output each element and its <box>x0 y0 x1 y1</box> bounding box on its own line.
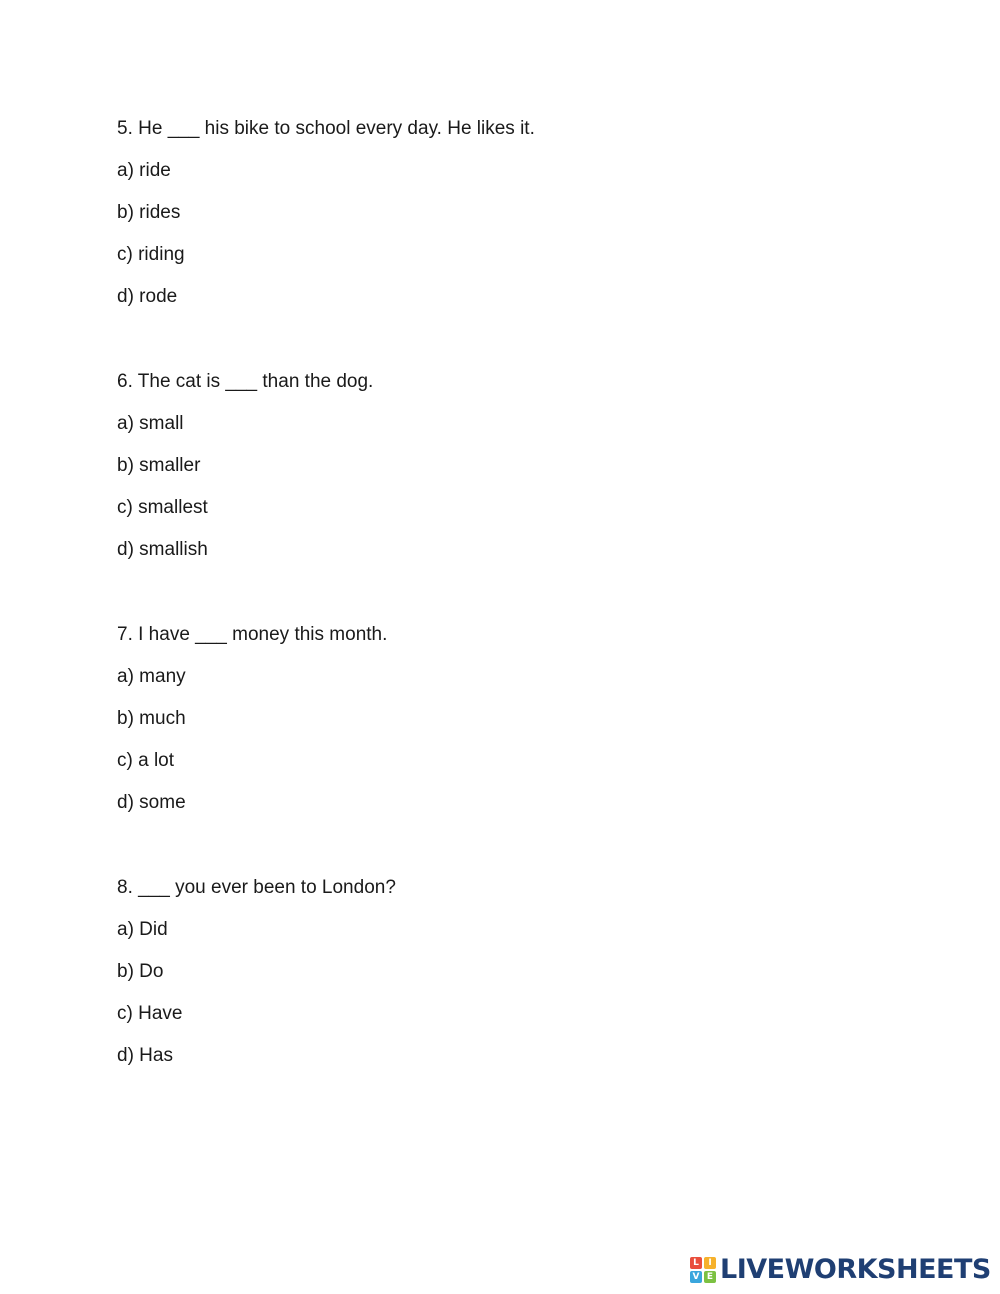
option-c[interactable]: c) smallest <box>117 497 208 518</box>
option-c[interactable]: c) Have <box>117 1003 183 1024</box>
question-prompt: 7. I have ___ money this month. <box>117 624 388 645</box>
logo-text: LIVEWORKSHEETS <box>720 1254 991 1285</box>
option-b[interactable]: b) rides <box>117 202 181 223</box>
question-prompt: 5. He ___ his bike to school every day. He likes it. <box>117 118 535 139</box>
option-a[interactable]: a) small <box>117 413 184 434</box>
option-b[interactable]: b) smaller <box>117 455 201 476</box>
logo-mark-cell: L <box>690 1257 702 1269</box>
logo-mark-icon <box>690 1257 716 1283</box>
option-c[interactable]: c) a lot <box>117 750 175 771</box>
option-a[interactable]: a) many <box>117 666 186 687</box>
question-6 <box>117 370 917 623</box>
option-b[interactable]: b) much <box>117 708 186 729</box>
option-a[interactable]: a) ride <box>117 160 171 181</box>
option-d[interactable]: d) rode <box>117 286 178 307</box>
logo-mark-cell: V <box>690 1271 702 1283</box>
option-c[interactable]: c) riding <box>117 244 185 265</box>
option-d[interactable]: d) some <box>117 792 186 813</box>
question-prompt: 6. The cat is ___ than the dog. <box>117 371 374 392</box>
question-5 <box>117 117 917 370</box>
option-d[interactable]: d) Has <box>117 1045 173 1066</box>
liveworksheets-logo <box>690 1255 991 1285</box>
option-d[interactable]: d) smallish <box>117 539 208 560</box>
question-prompt: 8. ___ you ever been to London? <box>117 877 396 898</box>
question-8 <box>117 876 917 1129</box>
option-b[interactable]: b) Do <box>117 961 164 982</box>
worksheet <box>117 117 917 1129</box>
logo-mark-cell: E <box>704 1271 716 1283</box>
option-a[interactable]: a) Did <box>117 919 168 940</box>
logo-mark-cell: I <box>704 1257 716 1269</box>
question-7 <box>117 623 917 876</box>
